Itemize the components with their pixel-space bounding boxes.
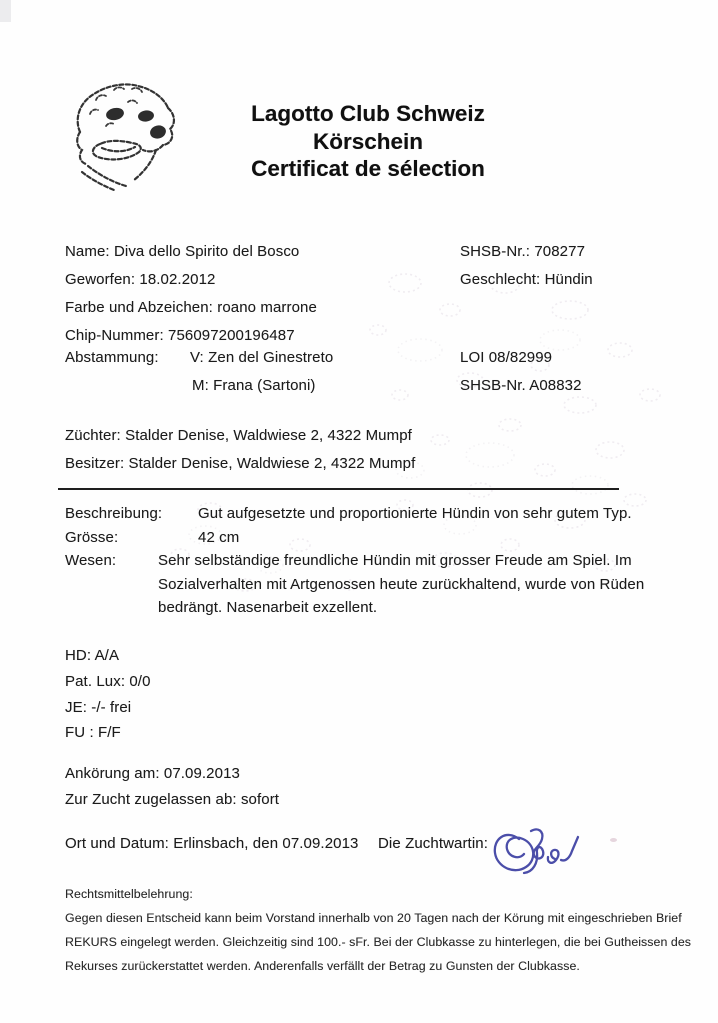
koerung-label: Ankörung am:: [65, 765, 160, 782]
temperament-line3: bedrängt. Nasenarbeit exzellent.: [158, 599, 378, 616]
sex-value: Hündin: [544, 271, 593, 288]
health-pat-lux: Pat. Lux: 0/0: [65, 673, 151, 690]
breeder-value: Stalder Denise, Waldwiese 2, 4322 Mumpf: [125, 427, 412, 444]
field-chip: [65, 326, 295, 346]
field-koerung: [65, 764, 240, 784]
health-hd: HD: A/A: [65, 647, 120, 664]
legal-line2: REKURS eingelegt werden. Gleichzeitig sind 100.- sFr. Bei der Clubkasse zu hinterlegen, die bei Gutheissen des: [65, 935, 692, 949]
legal-line1: Gegen diesen Entscheid kann beim Vorstand innerhalb von 20 Tagen nach der Körung mit eingeschrieben Brief: [65, 911, 682, 925]
health-je: JE: -/- frei: [65, 699, 132, 716]
field-whelped: [65, 270, 215, 290]
shsb-value: 708277: [534, 243, 586, 260]
owner-label: Besitzer:: [65, 455, 125, 472]
sire-label: V:: [190, 349, 204, 366]
chip-value: 756097200196487: [168, 327, 295, 344]
field-shsb: [460, 242, 585, 262]
field-breeder: [65, 426, 412, 446]
field-name: [65, 242, 299, 262]
shsb-dam-number: SHSB-Nr. A08832: [460, 377, 582, 394]
club-name: Lagotto Club Schweiz: [251, 101, 485, 126]
handwritten-signature: [486, 822, 598, 884]
field-place-date: [65, 834, 358, 854]
temperament-line1: Sehr selbständige freundliche Hündin mit grosser Freude am Spiel. Im: [158, 552, 632, 569]
scan-ink-speck: [610, 838, 617, 842]
chip-label: Chip-Nummer:: [65, 327, 164, 344]
breeder-label: Züchter:: [65, 427, 121, 444]
field-dam: [192, 376, 316, 396]
temperament-label: Wesen:: [65, 552, 117, 569]
warden-label: Die Zuchtwartin:: [378, 835, 488, 852]
temperament-line2: Sozialverhalten mit Artgenossen heute zurückhaltend, wurde von Rüden: [158, 576, 645, 593]
breeding-value: sofort: [240, 791, 280, 808]
certificate-title-fr: Certificat de sélection: [251, 156, 485, 181]
name-label: Name:: [65, 243, 110, 260]
dam-value: Frana (Sartoni): [213, 377, 316, 394]
size-label: Grösse:: [65, 529, 119, 546]
breeding-label: Zur Zucht zugelassen ab:: [65, 791, 237, 808]
scan-corner-artifact: [0, 0, 11, 22]
legal-heading: Rechtsmittelbelehrung:: [65, 887, 193, 901]
color-label: Farbe und Abzeichen:: [65, 299, 213, 316]
whelped-label: Geworfen:: [65, 271, 136, 288]
name-value: Diva dello Spirito del Bosco: [113, 243, 300, 260]
legal-line3: Rekurses zurückerstattet werden. Anderenfalls verfällt der Betrag zu Gunsten der Clubkasse.: [65, 959, 580, 973]
dam-label: M:: [192, 377, 209, 394]
field-sire: [190, 348, 333, 368]
sire-value: Zen del Ginestreto: [208, 349, 334, 366]
size-value: 42 cm: [198, 529, 240, 546]
place-date-label: Ort und Datum:: [65, 835, 169, 852]
loi-number: LOI 08/82999: [460, 349, 553, 366]
field-breeding-from: [65, 790, 279, 810]
sex-label: Geschlecht:: [460, 271, 541, 288]
color-value: roano marrone: [217, 299, 317, 316]
health-fu: FU : F/F: [65, 724, 121, 741]
description-value: Gut aufgesetzte und proportionierte Hündin von sehr gutem Typ.: [198, 505, 632, 522]
signature-strokes: [495, 829, 578, 873]
pedigree-label: Abstammung:: [65, 349, 159, 366]
place-date-value: Erlinsbach, den 07.09.2013: [173, 835, 359, 852]
field-sex: [460, 270, 593, 290]
section-divider: [58, 488, 619, 490]
koerung-value: 07.09.2013: [163, 765, 240, 782]
field-owner: [65, 454, 415, 474]
owner-value: Stalder Denise, Waldwiese 2, 4322 Mumpf: [128, 455, 416, 472]
certificate-title-de: Körschein: [312, 128, 424, 154]
whelped-value: 18.02.2012: [139, 271, 216, 288]
description-label: Beschreibung:: [65, 505, 163, 522]
header-title-block: [150, 100, 586, 183]
shsb-label: SHSB-Nr.:: [460, 243, 531, 260]
field-color: [65, 298, 317, 318]
